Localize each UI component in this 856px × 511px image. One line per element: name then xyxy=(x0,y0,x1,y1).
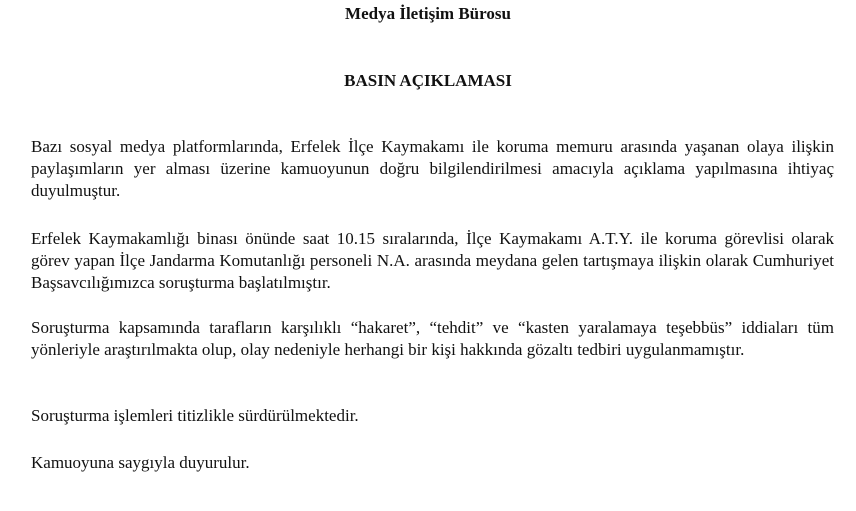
paragraph-1 xyxy=(31,136,834,202)
paragraph-4 xyxy=(31,405,834,427)
paragraph-2 xyxy=(31,228,834,294)
paragraph-1-text: Bazı sosyal medya platformlarında, Erfelek İlçe Kaymakamı ile koruma memuru arasında yaşanan olaya ilişkin paylaşımların yer alması üzerine kamuoyunun doğru bilgilendirilmesi amacıyla açıklama yapılmasına ihtiyaç duyulmuştur. xyxy=(31,137,834,200)
paragraph-3 xyxy=(31,317,834,361)
paragraph-5-text: Kamuoyuna saygıyla duyurulur. xyxy=(31,453,250,472)
paragraph-4-text: Soruşturma işlemleri titizlikle sürdürülmektedir. xyxy=(31,406,359,425)
paragraph-5 xyxy=(31,452,834,474)
document-title: BASIN AÇIKLAMASI xyxy=(344,71,512,90)
office-name: Medya İletişim Bürosu xyxy=(345,4,511,23)
paragraph-2-text: Erfelek Kaymakamlığı binası önünde saat 10.15 sıralarında, İlçe Kaymakamı A.T.Y. ile koruma görevlisi olarak görev yapan İlçe Jandarma Komutanlığı personeli N.A. arasında meydana gelen tartışmaya ilişkin olarak Cumhuriyet Başsavcılığımızca soruşturma başlatılmıştır. xyxy=(31,229,834,292)
paragraph-3-text: Soruşturma kapsamında tarafların karşılıklı “hakaret”, “tehdit” ve “kasten yaralamaya teşebbüs” iddiaları tüm yönleriyle araştırılmakta olup, olay nedeniyle herhangi bir kişi hakkında gözaltı tedbiri uygulanmamıştır. xyxy=(31,318,834,359)
